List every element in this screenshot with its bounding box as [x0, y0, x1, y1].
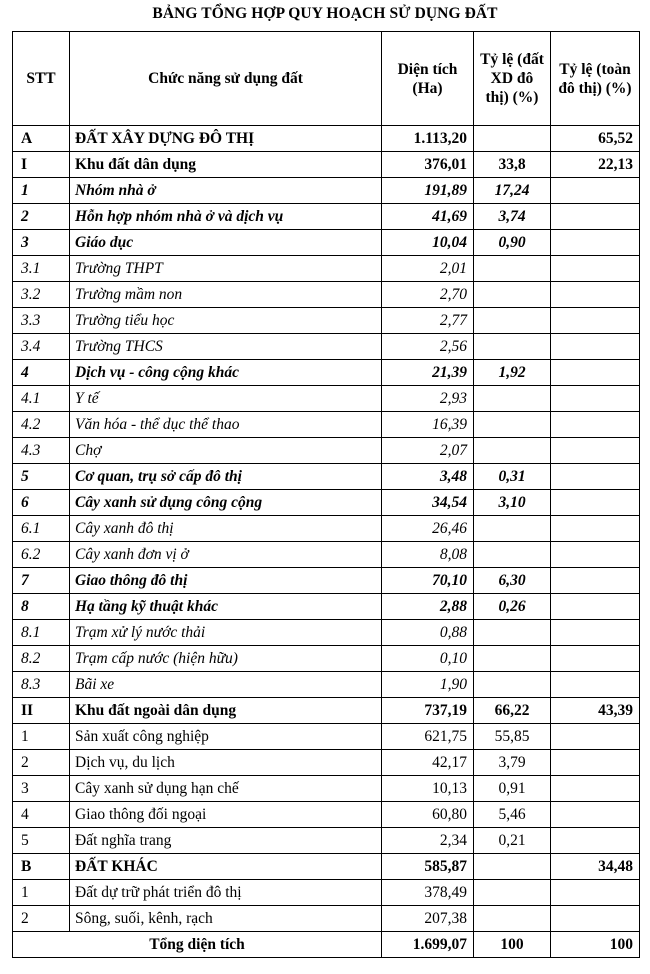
cell-function: Bãi xe: [70, 672, 382, 698]
table-row: [13, 334, 640, 360]
cell-stt: 8.3: [13, 672, 70, 698]
cell-ratio-xd: 3,74: [474, 204, 551, 230]
cell-area: 70,10: [382, 568, 474, 594]
cell-area: 34,54: [382, 490, 474, 516]
cell-ratio-total: [551, 802, 640, 828]
cell-function: Khu đất dân dụng: [70, 152, 382, 178]
table-row: [13, 646, 640, 672]
cell-ratio-xd: 55,85: [474, 724, 551, 750]
cell-ratio-xd: [474, 620, 551, 646]
cell-function: Cây xanh đô thị: [70, 516, 382, 542]
cell-ratio-xd: [474, 880, 551, 906]
cell-function: Cơ quan, trụ sở cấp đô thị: [70, 464, 382, 490]
header-ratio-xd: Tỷ lệ (đất XD đô thị) (%): [474, 32, 551, 126]
cell-ratio-total: [551, 724, 640, 750]
cell-ratio-xd: [474, 412, 551, 438]
cell-function: Trạm xử lý nước thải: [70, 620, 382, 646]
cell-ratio-xd: [474, 854, 551, 880]
cell-stt: 3: [13, 230, 70, 256]
cell-function: Cây xanh đơn vị ở: [70, 542, 382, 568]
total-row: [13, 932, 640, 958]
cell-stt: 6.2: [13, 542, 70, 568]
cell-function: Nhóm nhà ở: [70, 178, 382, 204]
cell-stt: 5: [13, 828, 70, 854]
cell-stt: 8.1: [13, 620, 70, 646]
header-function: Chức năng sử dụng đất: [70, 32, 382, 126]
cell-stt: 4: [13, 802, 70, 828]
table-row: [13, 126, 640, 152]
table-row: [13, 802, 640, 828]
header-area: Diện tích (Ha): [382, 32, 474, 126]
cell-stt: 4.1: [13, 386, 70, 412]
cell-ratio-xd: [474, 646, 551, 672]
cell-area: 2,93: [382, 386, 474, 412]
table-row: [13, 464, 640, 490]
cell-ratio-xd: [474, 516, 551, 542]
cell-stt: 1: [13, 178, 70, 204]
cell-area: 2,77: [382, 308, 474, 334]
cell-function: Trạm cấp nước (hiện hữu): [70, 646, 382, 672]
cell-function: Hạ tầng kỹ thuật khác: [70, 594, 382, 620]
table-row: [13, 152, 640, 178]
cell-area: 2,01: [382, 256, 474, 282]
cell-ratio-xd: [474, 906, 551, 932]
cell-stt: 2: [13, 204, 70, 230]
cell-function: Dịch vụ, du lịch: [70, 750, 382, 776]
cell-function: Cây xanh sử dụng công cộng: [70, 490, 382, 516]
cell-ratio-total: 43,39: [551, 698, 640, 724]
cell-area: 1,90: [382, 672, 474, 698]
cell-function: Cây xanh sử dụng hạn chế: [70, 776, 382, 802]
cell-ratio-xd: 0,26: [474, 594, 551, 620]
cell-function: Trường THPT: [70, 256, 382, 282]
cell-ratio-xd: 3,10: [474, 490, 551, 516]
total-ratio-xd: 100: [474, 932, 551, 958]
cell-function: Đất nghĩa trang: [70, 828, 382, 854]
cell-ratio-total: [551, 412, 640, 438]
cell-function: Hỗn hợp nhóm nhà ở và dịch vụ: [70, 204, 382, 230]
cell-ratio-xd: [474, 438, 551, 464]
cell-ratio-xd: 0,31: [474, 464, 551, 490]
cell-stt: 6: [13, 490, 70, 516]
cell-function: Sông, suối, kênh, rạch: [70, 906, 382, 932]
cell-stt: A: [13, 126, 70, 152]
cell-stt: 4: [13, 360, 70, 386]
cell-ratio-total: [551, 568, 640, 594]
cell-area: 737,19: [382, 698, 474, 724]
cell-ratio-xd: [474, 542, 551, 568]
cell-ratio-total: [551, 516, 640, 542]
cell-function: Giáo dục: [70, 230, 382, 256]
cell-area: 0,10: [382, 646, 474, 672]
cell-ratio-total: [551, 308, 640, 334]
cell-area: 585,87: [382, 854, 474, 880]
table-row: [13, 178, 640, 204]
cell-function: Y tế: [70, 386, 382, 412]
cell-function: Chợ: [70, 438, 382, 464]
cell-ratio-xd: 5,46: [474, 802, 551, 828]
cell-function: Khu đất ngoài dân dụng: [70, 698, 382, 724]
cell-ratio-total: [551, 282, 640, 308]
cell-ratio-total: [551, 256, 640, 282]
cell-ratio-total: 22,13: [551, 152, 640, 178]
header-row: [13, 32, 640, 126]
cell-function: Dịch vụ - công cộng khác: [70, 360, 382, 386]
cell-ratio-total: 65,52: [551, 126, 640, 152]
land-use-table: [12, 31, 640, 958]
cell-ratio-total: [551, 230, 640, 256]
cell-function: Giao thông đối ngoại: [70, 802, 382, 828]
table-row: [13, 568, 640, 594]
cell-stt: 2: [13, 750, 70, 776]
cell-ratio-total: [551, 334, 640, 360]
cell-ratio-xd: [474, 334, 551, 360]
table-row: [13, 828, 640, 854]
cell-ratio-total: [551, 750, 640, 776]
cell-stt: 1: [13, 880, 70, 906]
cell-ratio-xd: 0,21: [474, 828, 551, 854]
cell-ratio-total: [551, 646, 640, 672]
cell-area: 376,01: [382, 152, 474, 178]
cell-function: Đất dự trữ phát triển đô thị: [70, 880, 382, 906]
cell-ratio-total: [551, 490, 640, 516]
cell-area: 26,46: [382, 516, 474, 542]
cell-area: 3,48: [382, 464, 474, 490]
cell-area: 21,39: [382, 360, 474, 386]
cell-area: 378,49: [382, 880, 474, 906]
cell-stt: 4.2: [13, 412, 70, 438]
cell-area: 2,88: [382, 594, 474, 620]
header-ratio-total: Tỷ lệ (toàn đô thị) (%): [551, 32, 640, 126]
table-row: [13, 854, 640, 880]
cell-area: 2,70: [382, 282, 474, 308]
cell-ratio-total: [551, 672, 640, 698]
cell-ratio-total: [551, 594, 640, 620]
cell-ratio-xd: 17,24: [474, 178, 551, 204]
table-row: [13, 308, 640, 334]
cell-function: ĐẤT XÂY DỰNG ĐÔ THỊ: [70, 126, 382, 152]
cell-ratio-total: [551, 360, 640, 386]
cell-ratio-xd: 66,22: [474, 698, 551, 724]
cell-ratio-total: [551, 828, 640, 854]
cell-ratio-xd: [474, 126, 551, 152]
table-row: [13, 360, 640, 386]
cell-ratio-total: [551, 204, 640, 230]
cell-ratio-xd: [474, 672, 551, 698]
table-row: [13, 594, 640, 620]
total-label: Tổng diện tích: [13, 932, 382, 958]
cell-stt: 7: [13, 568, 70, 594]
cell-function: Văn hóa - thể dục thể thao: [70, 412, 382, 438]
cell-stt: 3.3: [13, 308, 70, 334]
table-row: [13, 620, 640, 646]
table-row: [13, 906, 640, 932]
cell-ratio-total: [551, 438, 640, 464]
table-row: [13, 724, 640, 750]
cell-stt: 5: [13, 464, 70, 490]
cell-ratio-xd: [474, 308, 551, 334]
cell-area: 10,13: [382, 776, 474, 802]
cell-ratio-xd: 0,91: [474, 776, 551, 802]
table-title: BẢNG TỔNG HỢP QUY HOẠCH SỬ DỤNG ĐẤT: [152, 5, 498, 22]
cell-area: 41,69: [382, 204, 474, 230]
cell-stt: 3.1: [13, 256, 70, 282]
table-row: [13, 386, 640, 412]
cell-ratio-total: [551, 178, 640, 204]
table-row: [13, 542, 640, 568]
table-row: [13, 230, 640, 256]
cell-function: Trường tiểu học: [70, 308, 382, 334]
total-area: 1.699,07: [382, 932, 474, 958]
cell-ratio-total: [551, 386, 640, 412]
table-row: [13, 776, 640, 802]
table-row: [13, 256, 640, 282]
cell-function: Giao thông đô thị: [70, 568, 382, 594]
cell-area: 1.113,20: [382, 126, 474, 152]
cell-area: 621,75: [382, 724, 474, 750]
cell-ratio-total: [551, 620, 640, 646]
cell-ratio-xd: [474, 386, 551, 412]
cell-area: 8,08: [382, 542, 474, 568]
cell-ratio-total: [551, 880, 640, 906]
cell-area: 2,07: [382, 438, 474, 464]
cell-stt: I: [13, 152, 70, 178]
cell-function: Sản xuất công nghiệp: [70, 724, 382, 750]
cell-ratio-xd: 0,90: [474, 230, 551, 256]
total-ratio-total: 100: [551, 932, 640, 958]
cell-area: 2,34: [382, 828, 474, 854]
cell-stt: 3.2: [13, 282, 70, 308]
cell-area: 42,17: [382, 750, 474, 776]
table-row: [13, 438, 640, 464]
cell-stt: 1: [13, 724, 70, 750]
cell-area: 2,56: [382, 334, 474, 360]
table-row: [13, 750, 640, 776]
cell-ratio-total: 34,48: [551, 854, 640, 880]
cell-area: 191,89: [382, 178, 474, 204]
cell-area: 0,88: [382, 620, 474, 646]
header-stt: STT: [13, 32, 70, 126]
cell-ratio-xd: [474, 282, 551, 308]
table-row: [13, 516, 640, 542]
cell-stt: 3: [13, 776, 70, 802]
cell-function: Trường mầm non: [70, 282, 382, 308]
table-body: [13, 126, 640, 932]
cell-area: 16,39: [382, 412, 474, 438]
cell-ratio-total: [551, 464, 640, 490]
table-row: [13, 490, 640, 516]
cell-function: Trường THCS: [70, 334, 382, 360]
cell-ratio-total: [551, 542, 640, 568]
cell-ratio-xd: 33,8: [474, 152, 551, 178]
cell-stt: 8.2: [13, 646, 70, 672]
table-row: [13, 204, 640, 230]
cell-ratio-xd: 1,92: [474, 360, 551, 386]
cell-stt: 6.1: [13, 516, 70, 542]
table-row: [13, 880, 640, 906]
cell-stt: B: [13, 854, 70, 880]
cell-stt: 4.3: [13, 438, 70, 464]
cell-ratio-total: [551, 906, 640, 932]
table-row: [13, 672, 640, 698]
cell-area: 207,38: [382, 906, 474, 932]
cell-stt: II: [13, 698, 70, 724]
cell-stt: 2: [13, 906, 70, 932]
cell-ratio-xd: 6,30: [474, 568, 551, 594]
cell-ratio-total: [551, 776, 640, 802]
cell-area: 60,80: [382, 802, 474, 828]
table-row: [13, 282, 640, 308]
cell-ratio-xd: 3,79: [474, 750, 551, 776]
table-row: [13, 412, 640, 438]
table-row: [13, 698, 640, 724]
cell-area: 10,04: [382, 230, 474, 256]
cell-ratio-xd: [474, 256, 551, 282]
cell-stt: 3.4: [13, 334, 70, 360]
cell-function: ĐẤT KHÁC: [70, 854, 382, 880]
cell-stt: 8: [13, 594, 70, 620]
